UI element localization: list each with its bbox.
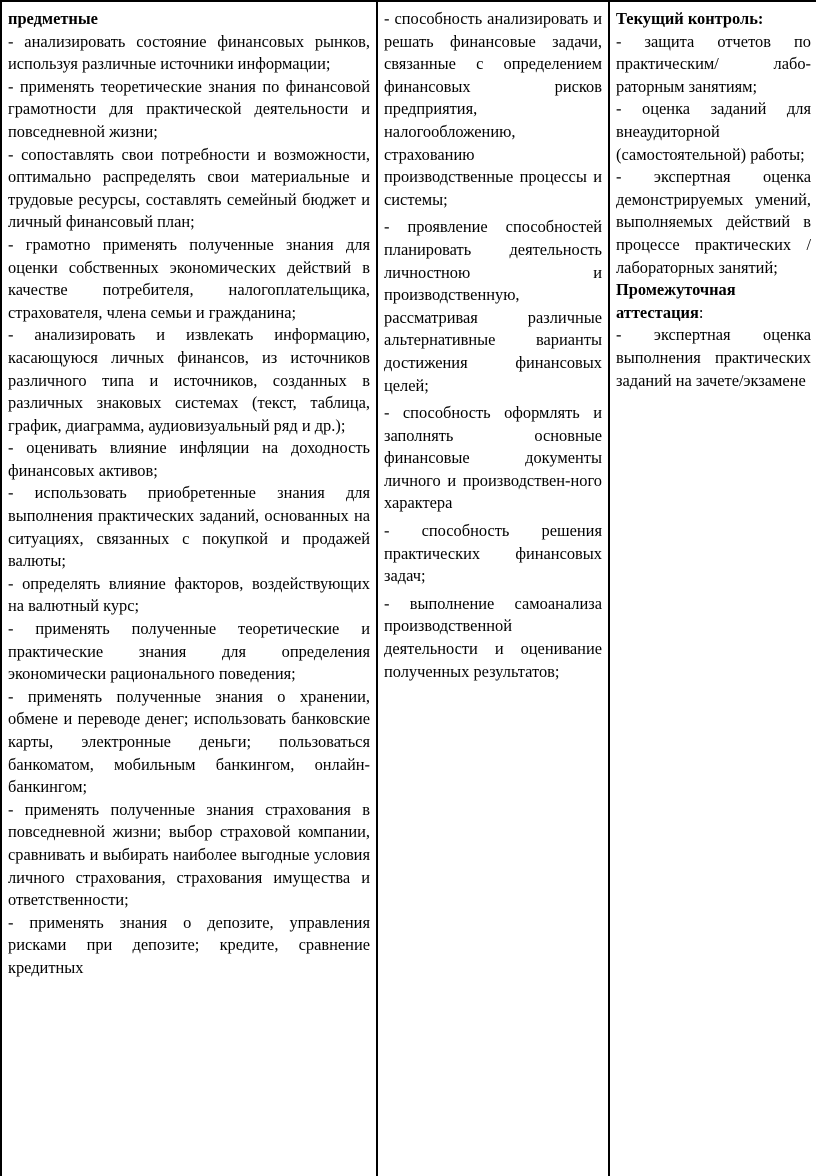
competency-item: - способность анализировать и решать финансовые задачи, связанные с определением финансовых рисков предприятия, налогообложению, страхованию производственные процессы и системы; bbox=[384, 9, 602, 209]
subject-result-item: - определять влияние факторов, воздействующих на валютный курс; bbox=[8, 573, 370, 616]
competency-item: - проявление способностей планировать деятельность личностною и производственную, рассматривая различные альтернативные варианты достижения финансовых целей; bbox=[384, 217, 602, 395]
subject-result-item: - анализировать состояние финансовых рынков, используя различные источники информации; bbox=[8, 31, 370, 74]
subject-result-item: - применять полученные знания о хранении, обмене и переводе денег; использовать банковские карты, электронные деньги; пользоваться банкоматом, мобильным банкингом, онлайн-банкингом; bbox=[8, 686, 370, 797]
assessment-methods-cell bbox=[609, 1, 816, 1176]
subject-result-item: - применять знания о депозите, управления рисками при депозите; кредите, сравнение кредитных bbox=[8, 912, 370, 977]
interim-attestation-colon: : bbox=[698, 302, 704, 322]
competencies-cell bbox=[377, 1, 609, 1176]
interim-attestation-item: - экспертная оценка выполнения практических заданий на зачете/экзамене bbox=[616, 325, 811, 390]
current-control-item: - оценка заданий для внеаудиторной (самостоятельной) работы; bbox=[616, 99, 811, 164]
interim-attestation-heading: Промежуточная аттестация bbox=[616, 280, 736, 322]
table-row bbox=[1, 1, 816, 1176]
subject-results-cell bbox=[1, 1, 377, 1176]
subject-result-item: - применять теоретические знания по финансовой грамотности для практической деятельности и повседневной жизни; bbox=[8, 76, 370, 141]
subject-result-item: - применять полученные теоретические и практические знания для определения экономически рационального поведения; bbox=[8, 619, 370, 684]
competency-item: - способность решения практических финансовых задач; bbox=[384, 521, 602, 586]
current-control-item: - экспертная оценка демонстрируемых умений, выполняемых действий в процессе практических /лабораторных занятий; bbox=[616, 167, 811, 277]
interim-attestation-heading-line bbox=[616, 279, 811, 324]
competency-item: - выполнение самоанализа производственной деятельности и оценивание полученных результатов; bbox=[384, 593, 602, 681]
subject-result-item: - использовать приобретенные знания для выполнения практических заданий, основанных на ситуациях, связанных с покупкой и продажей валюты; bbox=[8, 483, 370, 571]
subject-result-item: - оценивать влияние инфляции на доходность финансовых активов; bbox=[8, 438, 370, 480]
subject-result-item: - сопоставлять свои потребности и возможности, оптимально распределять свои материальные и трудовые ресурсы, составлять семейный бюджет и личный финансовый план; bbox=[8, 144, 370, 232]
subject-result-item: - применять полученные знания страхования в повседневной жизни; выбор страховой компании, сравнивать и выбирать наиболее выгодные условия личного страхования, страхования имущества и ответственности; bbox=[8, 799, 370, 910]
subject-results-heading: предметные bbox=[8, 9, 98, 28]
competency-item: - способность оформлять и заполнять основные финансовые документы личного и производствен-ного характера bbox=[384, 403, 602, 513]
current-control-item: - защита отчетов по практическим/ лабораторным занятиям; bbox=[616, 31, 811, 96]
subject-result-item: - анализировать и извлекать информацию, касающуюся личных финансов, из источников различного типа и источников, созданных в различных знаковых системах (текст, таблица, график, диаграмма, аудиовизуальный ряд и др.); bbox=[8, 325, 370, 435]
current-control-heading: Текущий контроль: bbox=[616, 9, 764, 28]
subject-result-item: - грамотно применять полученные знания для оценки собственных экономических действий в качестве потребителя, налогоплательщика, страхователя, члена семьи и гражданина; bbox=[8, 234, 370, 322]
